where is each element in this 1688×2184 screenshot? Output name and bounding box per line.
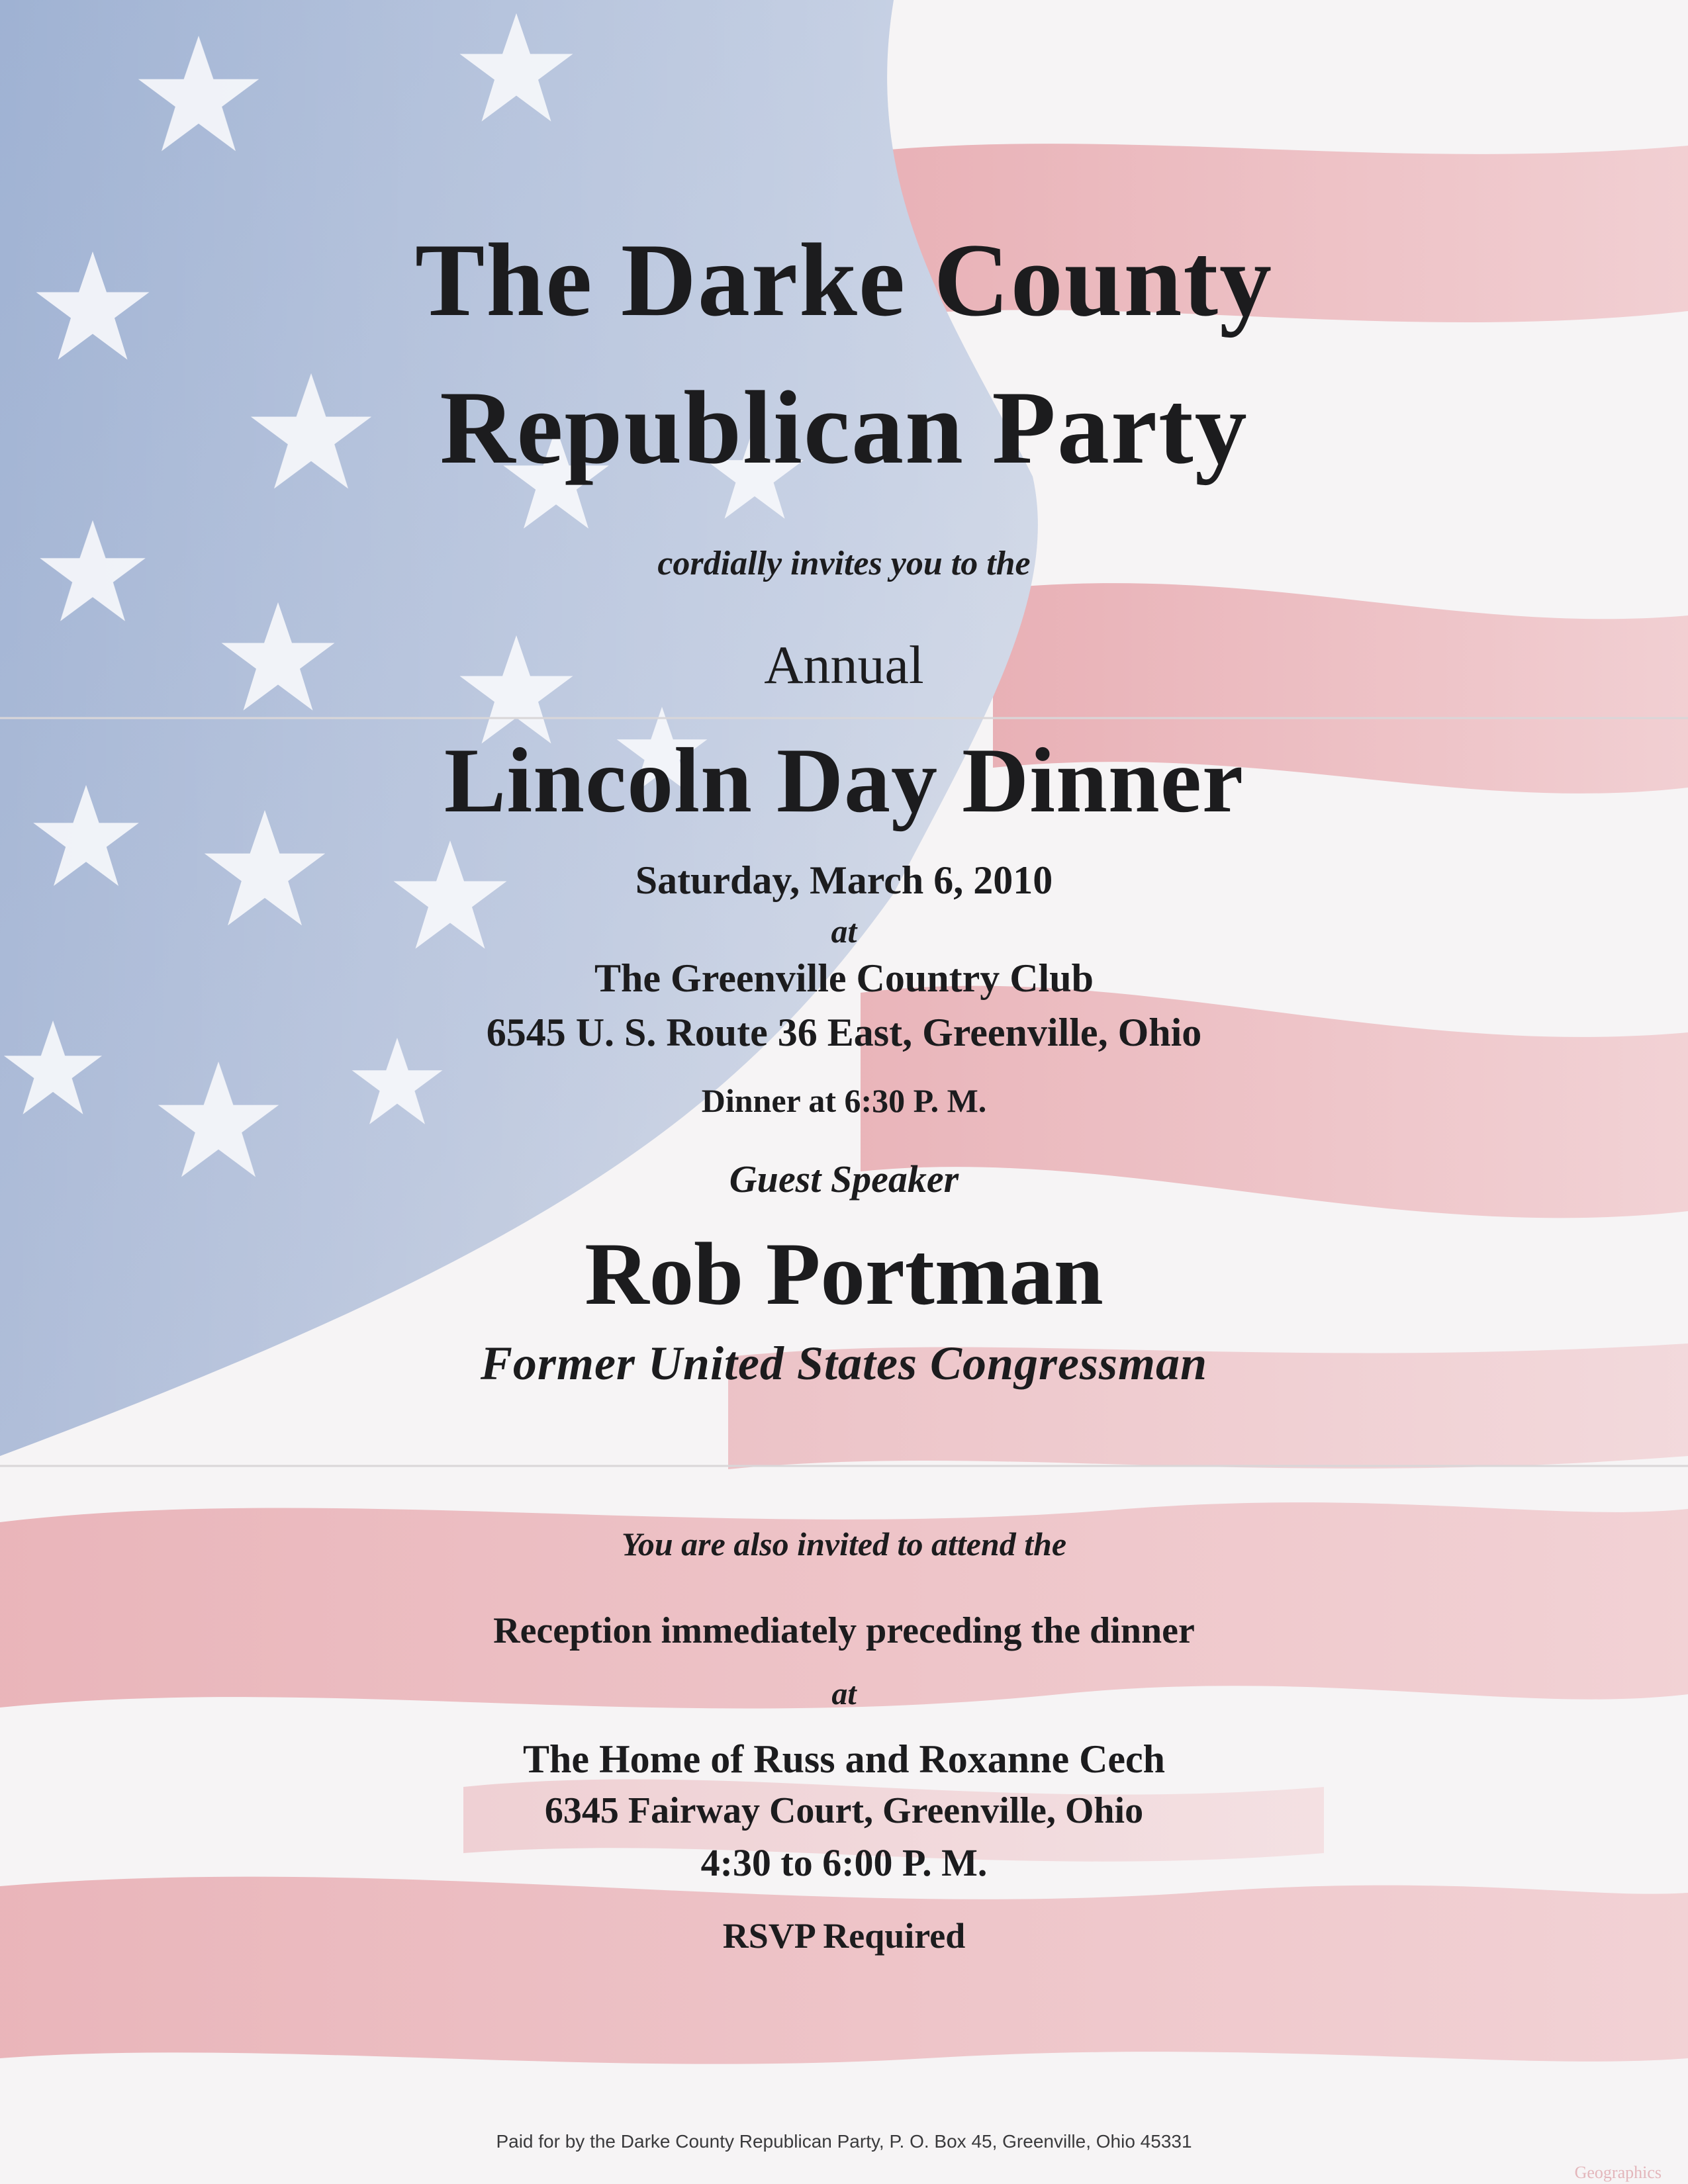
event-date: Saturday, March 6, 2010 bbox=[635, 858, 1053, 902]
rsvp-note: RSVP Required bbox=[722, 1916, 966, 1956]
dinner-time: Dinner at 6:30 P. M. bbox=[701, 1082, 987, 1119]
venue-address: 6545 U. S. Route 36 East, Greenville, Ohio bbox=[486, 1011, 1202, 1054]
geographics-watermark: Geographics bbox=[1574, 2163, 1662, 2182]
paid-for-disclaimer: Paid for by the Darke County Republican Party, P. O. Box 45, Greenville, Ohio 45331 bbox=[496, 2131, 1192, 2152]
annual-label: Annual bbox=[764, 635, 924, 695]
title-line-1: The Darke County bbox=[414, 222, 1274, 338]
reception-at-label: at bbox=[831, 1676, 857, 1711]
reception-time: 4:30 to 6:00 P. M. bbox=[700, 1841, 988, 1884]
event-name: Lincoln Day Dinner bbox=[444, 729, 1244, 832]
speaker-title: Former United States Congressman bbox=[480, 1337, 1208, 1390]
reception-description: Reception immediately preceding the dinner bbox=[493, 1610, 1195, 1651]
guest-speaker-label: Guest Speaker bbox=[729, 1158, 959, 1201]
at-label: at bbox=[831, 913, 857, 950]
reception-host: The Home of Russ and Roxanne Cech bbox=[522, 1737, 1166, 1781]
speaker-name: Rob Portman bbox=[585, 1225, 1103, 1324]
also-invited-text: You are also invited to attend the bbox=[621, 1525, 1067, 1563]
venue-name: The Greenville Country Club bbox=[594, 956, 1094, 1000]
title-line-2: Republican Party bbox=[440, 370, 1248, 486]
invites-text: cordially invites you to the bbox=[657, 545, 1031, 582]
reception-address: 6345 Fairway Court, Greenville, Ohio bbox=[544, 1790, 1144, 1831]
